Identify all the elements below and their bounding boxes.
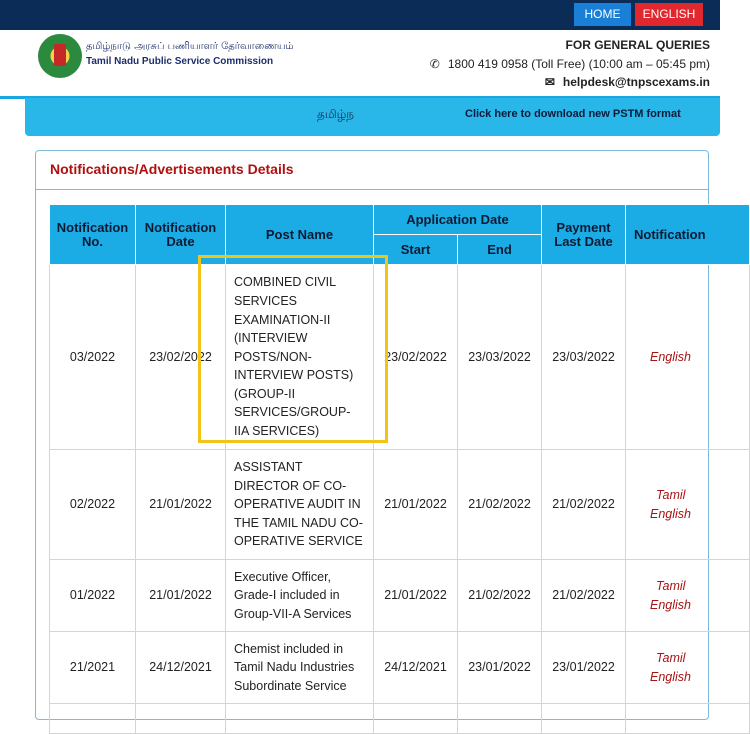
cell-payment: 21/02/2022 [542,450,626,560]
email-text[interactable]: helpdesk@tnpscexams.in [562,75,710,89]
english-button[interactable]: ENGLISH [635,3,703,26]
cell-post-name: ASSISTANT DIRECTOR OF CO-OPERATIVE AUDIT IN THE TAMIL NADU CO-OPERATIVE SERVICE [226,450,374,560]
cell-post-name: Chemist included in Tamil Nadu Industries Subordinate Service [226,632,374,704]
table-cell-empty [226,704,374,734]
table-cell-empty [626,704,750,734]
phone-icon: ✆ [429,57,440,71]
top-navigation-bar [0,0,720,30]
cell-payment: 21/02/2022 [542,560,626,632]
cell-post-name: Executive Officer, Grade-I included in Group-VII-A Services [226,560,374,632]
cell-notification-links [626,265,750,450]
cell-end: 21/02/2022 [458,560,542,632]
general-queries-label: FOR GENERAL QUERIES [565,38,710,52]
notifications-panel [35,150,709,720]
cell-notification-date: 24/12/2021 [136,632,226,704]
col-payment-last-date: Payment Last Date [542,205,626,265]
col-notification: Notification [626,205,750,265]
email-contact [545,75,710,89]
col-end: End [458,235,542,265]
logo-emblem [54,44,66,66]
cell-end: 23/01/2022 [458,632,542,704]
cell-notification-links [626,450,750,560]
cell-notification-no: 02/2022 [50,450,136,560]
table-cell-empty [458,704,542,734]
cell-start: 23/02/2022 [374,265,458,450]
tamil-notification-link[interactable]: Tamil [656,578,686,593]
cell-payment: 23/01/2022 [542,632,626,704]
col-post-name: Post Name [226,205,374,265]
table-header-row [50,205,750,235]
english-notification-link[interactable]: English [650,669,692,684]
table-cell-empty [136,704,226,734]
tamil-language-link[interactable]: தமிழ்ந [317,107,354,121]
table-row [50,450,750,560]
cell-notification-no: 03/2022 [50,265,136,450]
col-start: Start [374,235,458,265]
table-cell-empty [50,704,136,734]
col-notification-date: Notification Date [136,205,226,265]
cell-start: 24/12/2021 [374,632,458,704]
cell-notification-no: 01/2022 [50,560,136,632]
org-name-english: Tamil Nadu Public Service Commission [86,56,274,67]
cell-notification-links [626,632,750,704]
english-notification-link[interactable]: English [650,597,692,612]
cell-end: 23/03/2022 [458,265,542,450]
org-name-tamil: தமிழ்நாடு அரசுப் பணியாளர் தேர்வாணையம் [86,41,294,52]
phone-text: 1800 419 0958 (Toll Free) (10:00 am – 05:45 pm) [447,57,710,71]
cell-notification-date: 21/01/2022 [136,450,226,560]
cell-start: 21/01/2022 [374,560,458,632]
col-application-date: Application Date [374,205,542,235]
table-row [50,632,750,704]
table-row [50,560,750,632]
cell-post-name: COMBINED CIVIL SERVICES EXAMINATION-II (INTERVIEW POSTS/NON-INTERVIEW POSTS) (GROUP-II SERVICES/GROUP-IIA SERVICES) [226,265,374,450]
notifications-table [49,204,750,734]
cell-notification-links [626,560,750,632]
english-notification-link[interactable]: English [650,349,692,364]
notifications-table-wrapper[interactable] [49,204,706,724]
cell-notification-date: 21/01/2022 [136,560,226,632]
cell-start: 21/01/2022 [374,450,458,560]
link-banner [25,98,720,136]
cell-payment: 23/03/2022 [542,265,626,450]
tamil-notification-link[interactable]: Tamil [656,650,686,665]
site-header [0,30,720,98]
tnpsc-logo[interactable] [38,34,82,78]
tamil-notification-link[interactable]: Tamil [656,487,686,502]
cell-end: 21/02/2022 [458,450,542,560]
envelope-icon: ✉ [544,75,555,89]
table-cell-empty [374,704,458,734]
phone-contact [430,57,710,71]
table-cell-empty [542,704,626,734]
pstm-download-link[interactable]: Click here to download new PSTM format [465,108,681,120]
home-button[interactable]: HOME [574,3,631,26]
panel-divider [36,189,708,190]
panel-title: Notifications/Advertisements Details [50,161,294,177]
english-notification-link[interactable]: English [650,506,692,521]
cell-notification-date: 23/02/2022 [136,265,226,450]
table-row [50,265,750,450]
table-row [50,704,750,734]
col-notification-no: Notification No. [50,205,136,265]
cell-notification-no: 21/2021 [50,632,136,704]
